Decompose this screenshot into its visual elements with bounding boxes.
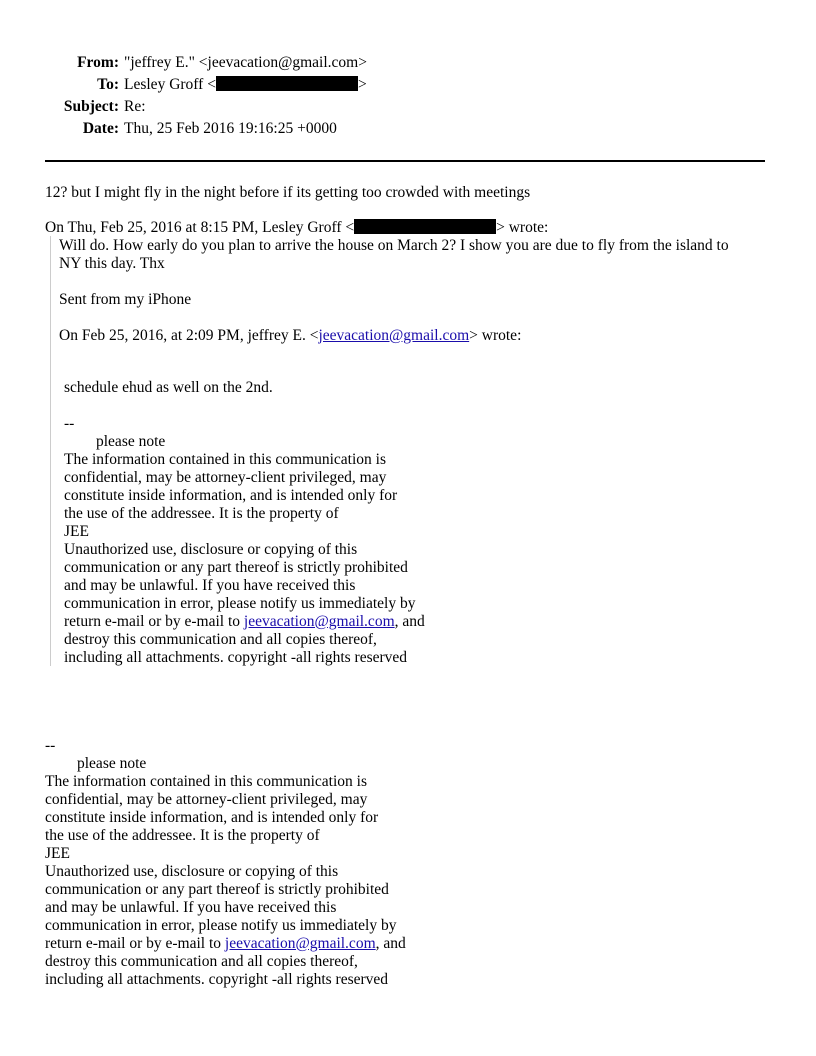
signature-note: please note xyxy=(77,755,147,772)
nested-intro-pre: On Feb 25, 2016, at 2:09 PM, jeffrey E. < xyxy=(59,327,319,344)
quoted-signature-line: communication in error, please notify us immediately by xyxy=(64,595,416,612)
header-divider xyxy=(45,160,765,162)
date-label: Date: xyxy=(82,120,119,137)
redaction-box xyxy=(216,76,358,91)
return-post: , and xyxy=(394,613,425,630)
subject-label: Subject: xyxy=(63,98,119,115)
to-close: > xyxy=(357,76,367,93)
signature-line: confidential, may be attorney-client privileged, may xyxy=(45,791,368,808)
to-label: To: xyxy=(97,76,119,93)
quoted-signature-line: the use of the addressee. It is the property of xyxy=(64,505,339,522)
quoted-signature-line: The information contained in this communication is xyxy=(64,451,386,468)
quoted-signature-line: JEE xyxy=(64,523,89,540)
signature-line: constitute inside information, and is intended only for xyxy=(45,809,379,826)
from-label: From: xyxy=(77,54,119,71)
header-subject-row xyxy=(0,98,816,116)
signature-line: JEE xyxy=(45,845,70,862)
signature-line: including all attachments. copyright -all rights reserved xyxy=(45,971,389,988)
return-pre: return e-mail or by e-mail to xyxy=(64,613,244,630)
signature-line: destroy this communication and all copies thereof, xyxy=(45,953,358,970)
quote-line-2: NY this day. Thx xyxy=(59,255,165,272)
quoted-signature-line: Unauthorized use, disclosure or copying of this xyxy=(64,541,358,558)
to-name: Lesley Groff < xyxy=(124,76,216,93)
signature-line: The information contained in this communication is xyxy=(45,773,367,790)
sent-from: Sent from my iPhone xyxy=(59,291,192,308)
redaction-box xyxy=(354,219,496,234)
quoted-signature-return-line xyxy=(64,613,425,631)
header-from-row xyxy=(0,54,816,72)
signature-line: Unauthorized use, disclosure or copying of this xyxy=(45,863,339,880)
header-date-row xyxy=(0,120,816,138)
signature-line: communication in error, please notify us immediately by xyxy=(45,917,397,934)
email-link[interactable]: jeevacation@gmail.com xyxy=(318,327,470,344)
signature-dashes: -- xyxy=(45,737,56,754)
nested-message: schedule ehud as well on the 2nd. xyxy=(64,379,273,396)
return-post: , and xyxy=(375,935,406,952)
subject-value: Re: xyxy=(124,98,146,115)
return-pre: return e-mail or by e-mail to xyxy=(45,935,225,952)
quoted-signature-line: confidential, may be attorney-client privileged, may xyxy=(64,469,387,486)
nested-intro xyxy=(59,327,521,345)
quoted-signature-line: constitute inside information, and is intended only for xyxy=(64,487,398,504)
email-link[interactable]: jeevacation@gmail.com xyxy=(243,613,395,630)
quote-intro xyxy=(45,219,548,237)
signature-line: the use of the addressee. It is the property of xyxy=(45,827,320,844)
quote-line-1: Will do. How early do you plan to arrive the house on March 2? I show you are due to fly from the island to xyxy=(59,237,729,254)
signature-return-line xyxy=(45,935,406,953)
quoted-signature-line: and may be unlawful. If you have received this xyxy=(64,577,356,594)
quoted-signature-line: destroy this communication and all copies thereof, xyxy=(64,631,377,648)
signature-line: and may be unlawful. If you have received this xyxy=(45,899,337,916)
from-value: "jeffrey E." <jeevacation@gmail.com> xyxy=(124,54,367,71)
quote-bar xyxy=(50,236,51,666)
quoted-signature-line: including all attachments. copyright -all rights reserved xyxy=(64,649,408,666)
email-link[interactable]: jeevacation@gmail.com xyxy=(224,935,376,952)
quoted-signature-line: communication or any part thereof is strictly prohibited xyxy=(64,559,408,576)
quoted-signature-dashes: -- xyxy=(64,415,75,432)
reply-text: 12? but I might fly in the night before if its getting too crowded with meetings xyxy=(45,184,531,201)
signature-line: communication or any part thereof is strictly prohibited xyxy=(45,881,389,898)
quoted-signature-note: please note xyxy=(96,433,166,450)
header-to-row xyxy=(0,76,816,94)
date-value: Thu, 25 Feb 2016 19:16:25 +0000 xyxy=(124,120,337,137)
nested-intro-post: > wrote: xyxy=(469,327,522,344)
quote-intro-post: > wrote: xyxy=(496,219,549,236)
quote-intro-pre: On Thu, Feb 25, 2016 at 8:15 PM, Lesley Groff < xyxy=(45,219,355,236)
to-value xyxy=(124,76,367,94)
